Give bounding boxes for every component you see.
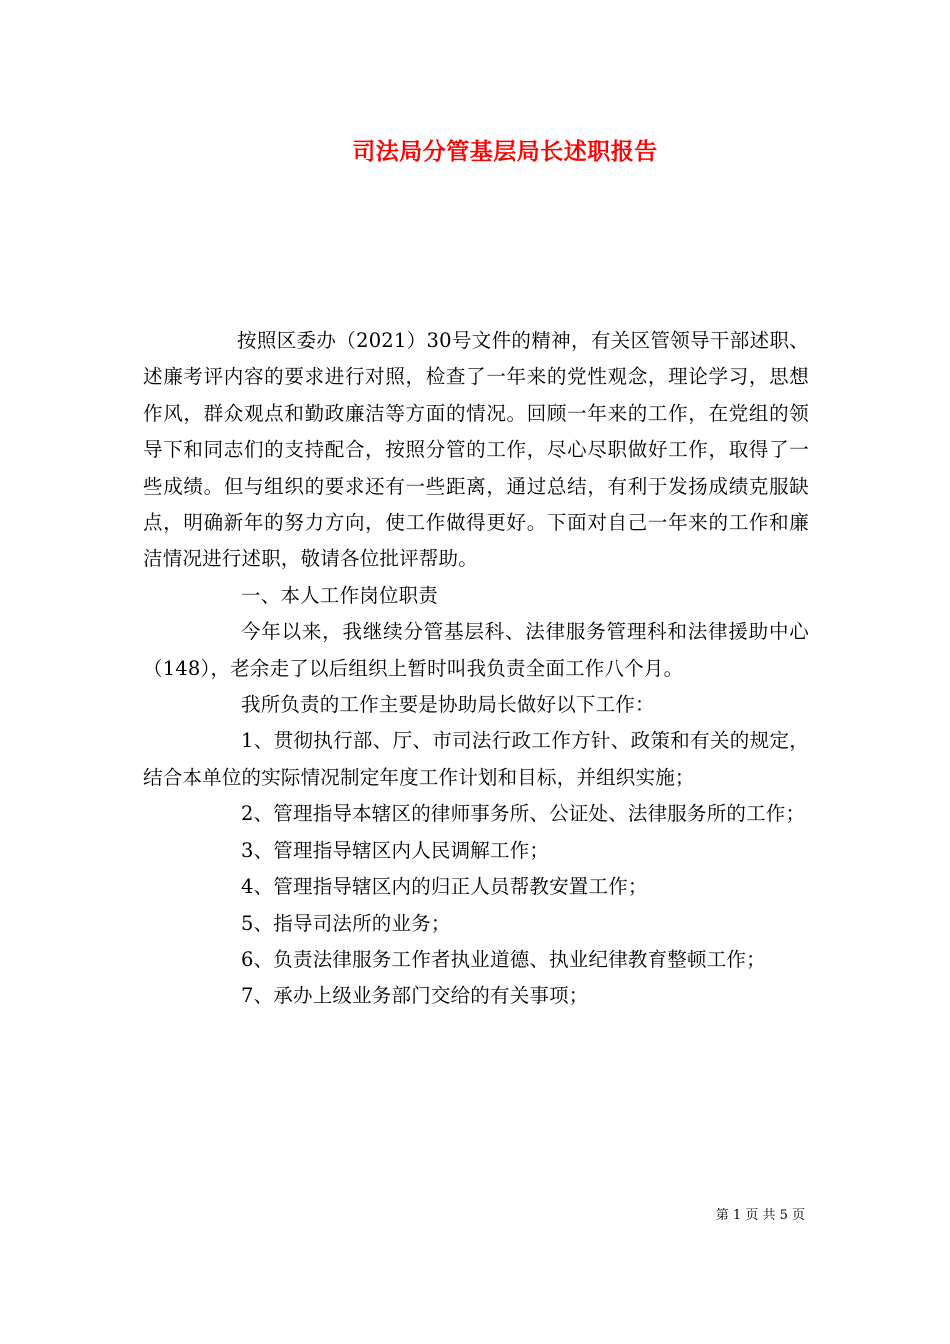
document-title: 司法局分管基层局长述职报告 <box>352 138 658 165</box>
page-number-footer: 第 1 页 共 5 页 <box>715 1208 805 1223</box>
list-item: 3、管理指导辖区内人民调解工作； <box>241 838 550 862</box>
section-heading: 一、本人工作岗位职责 <box>241 583 439 607</box>
list-item: 2、管理指导本辖区的律师事务所、公证处、法律服务所的工作； <box>241 802 806 826</box>
list-item: 6、负责法律服务工作者执业道德、执业纪律教育整顿工作； <box>241 947 766 971</box>
list-item: 4、管理指导辖区内的归正人员帮教安置工作； <box>241 875 648 899</box>
list-item: 1、贯彻执行部、厅、市司法行政工作方针、政策和有关的规定，结合本单位的实际情况制定年度工作计划和目标，并组织实施； <box>143 729 809 789</box>
document-body <box>143 323 809 1015</box>
section-lead: 我所负责的工作主要是协助局长做好以下工作： <box>241 693 655 717</box>
intro-paragraph: 按照区委办（2021）30号文件的精神，有关区管领导干部述职、述廉考评内容的要求进行对照，检查了一年来的党性观念，理论学习，思想作风，群众观点和勤政廉洁等方面的情况。回顾一年来的工作，在党组的领导下和同志们的支持配合，按照分管的工作，尽心尽职做好工作，取得了一些成绩。但与组织的要求还有一些距离，通过总结，有利于发扬成绩克服缺点，明确新年的努力方向，使工作做得更好。下面对自己一年来的工作和廉洁情况进行述职，敬请各位批评帮助。 <box>143 329 809 571</box>
list-item: 7、承办上级业务部门交给的有关事项； <box>241 984 589 1008</box>
section-intro: 今年以来，我继续分管基层科、法律服务管理科和法律援助中心（148），老余走了以后组织上暂时叫我负责全面工作八个月。 <box>143 620 809 680</box>
list-item: 5、指导司法所的业务； <box>241 911 451 935</box>
